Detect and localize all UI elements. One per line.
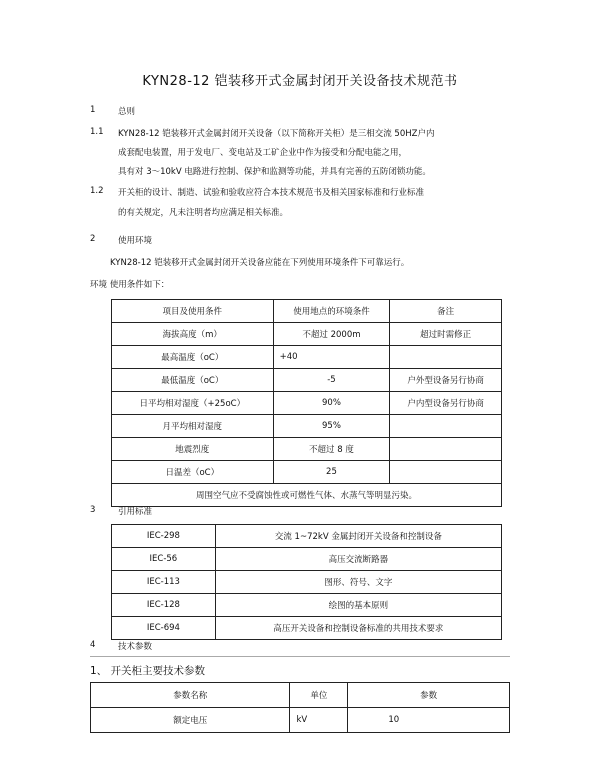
table-cell — [390, 346, 502, 369]
subsection-title: 1、 开关柜主要技术参数 — [90, 665, 206, 677]
table-row — [112, 415, 502, 438]
table-cell: 月平均相对湿度 — [112, 415, 274, 438]
table-row — [112, 548, 502, 571]
standards-table — [111, 524, 502, 640]
table-cell — [390, 461, 502, 484]
table-row — [112, 617, 502, 640]
table-cell: 高压开关设备和控制设备标准的共用技术要求 — [215, 617, 501, 640]
document-title: KYN28-12 铠装移开式金属封闭开关设备技术规范书 — [142, 74, 458, 89]
table-cell: -5 — [273, 369, 390, 392]
table-row — [112, 571, 502, 594]
table-cell: 地震烈度 — [112, 438, 274, 461]
table-row — [112, 525, 502, 548]
table-cell: 95% — [273, 415, 390, 438]
section-3-heading: 引用标准 — [118, 507, 153, 517]
para-1-1-number: 1.1 — [90, 127, 104, 137]
table-cell: IEC-113 — [112, 571, 216, 594]
table-cell — [390, 438, 502, 461]
table-row — [91, 708, 510, 733]
table-header-row — [112, 300, 502, 323]
table-header-cell: 备注 — [390, 300, 502, 323]
section-1-heading: 总则 — [118, 107, 136, 117]
table-cell: IEC-56 — [112, 548, 216, 571]
table-cell: 最高温度（oC） — [112, 346, 274, 369]
table-note-row — [112, 484, 502, 507]
para-1-2-line-2: 的有关规定，凡未注明者均应满足相关标准。 — [118, 208, 289, 218]
table-header-cell: 使用地点的环境条件 — [273, 300, 390, 323]
table-cell: 90% — [273, 392, 390, 415]
table-cell: 日平均相对湿度（+25oC） — [112, 392, 274, 415]
table-row — [112, 438, 502, 461]
table-row — [112, 346, 502, 369]
table-cell: 日温差（oC） — [112, 461, 274, 484]
table-cell: 交流 1~72kV 金属封闭开关设备和控制设备 — [215, 525, 501, 548]
para-1-1-line-3: 具有对 3～10kV 电路进行控制、保护和监测等功能，并具有完善的五防闭锁功能。 — [118, 167, 431, 177]
table-cell: 最低温度（oC） — [112, 369, 274, 392]
table-header-cell: 单位 — [290, 683, 348, 708]
para-1-1-line-2: 成套配电装置，用于发电厂、变电站及工矿企业中作为接受和分配电能之用， — [118, 148, 408, 158]
environment-table — [111, 299, 502, 507]
table-cell: +40 — [273, 346, 390, 369]
table-header-row — [91, 683, 510, 708]
table-cell — [390, 415, 502, 438]
table-header-cell: 参数 — [348, 683, 510, 708]
section-2-intro: KYN28-12 铠装移开式金属封闭开关设备应能在下列使用环境条件下可靠运行。 — [110, 258, 410, 268]
table-row — [112, 461, 502, 484]
table-cell: kV — [290, 708, 348, 733]
table-row — [112, 392, 502, 415]
parameters-table — [90, 682, 510, 733]
section-2-label: 环境 使用条件如下： — [90, 280, 170, 290]
section-1-number: 1 — [90, 105, 96, 115]
table-cell: IEC-694 — [112, 617, 216, 640]
section-2-heading: 使用环境 — [118, 236, 153, 246]
table-cell: 25 — [273, 461, 390, 484]
section-4-number: 4 — [90, 640, 96, 650]
table-row — [112, 369, 502, 392]
table-cell: 超过时需修正 — [390, 323, 502, 346]
table-cell: 高压交流断路器 — [215, 548, 501, 571]
table-header-cell: 项目及使用条件 — [112, 300, 274, 323]
table-row — [112, 323, 502, 346]
table-row — [112, 594, 502, 617]
table-cell: IEC-128 — [112, 594, 216, 617]
section-3-number: 3 — [90, 505, 96, 515]
section-2-number: 2 — [90, 234, 96, 244]
section-divider — [90, 656, 510, 657]
table-cell: 10 — [348, 708, 510, 733]
table-cell: 绘图的基本原则 — [215, 594, 501, 617]
table-cell: 图形、符号、文字 — [215, 571, 501, 594]
para-1-2-line-1: 开关柜的设计、制造、试验和验收应符合本技术规范书及相关国家标准和行业标准 — [118, 188, 425, 198]
table-cell: 额定电压 — [91, 708, 290, 733]
table-cell: 户内型设备另行协商 — [390, 392, 502, 415]
table-cell: 不超过 8 度 — [273, 438, 390, 461]
para-1-2-number: 1.2 — [90, 186, 104, 196]
table-cell: IEC-298 — [112, 525, 216, 548]
table-cell: 不超过 2000m — [273, 323, 390, 346]
para-1-1-line-1: KYN28-12 铠装移开式金属封闭开关设备（以下简称开关柜）是三相交流 50HZ户内 — [118, 129, 435, 139]
section-4-heading: 技术参数 — [118, 642, 153, 652]
table-note: 周围空气应不受腐蚀性或可燃性气体、水蒸气等明显污染。 — [112, 484, 502, 507]
table-header-cell: 参数名称 — [91, 683, 290, 708]
table-cell: 海拔高度（m） — [112, 323, 274, 346]
table-cell: 户外型设备另行协商 — [390, 369, 502, 392]
